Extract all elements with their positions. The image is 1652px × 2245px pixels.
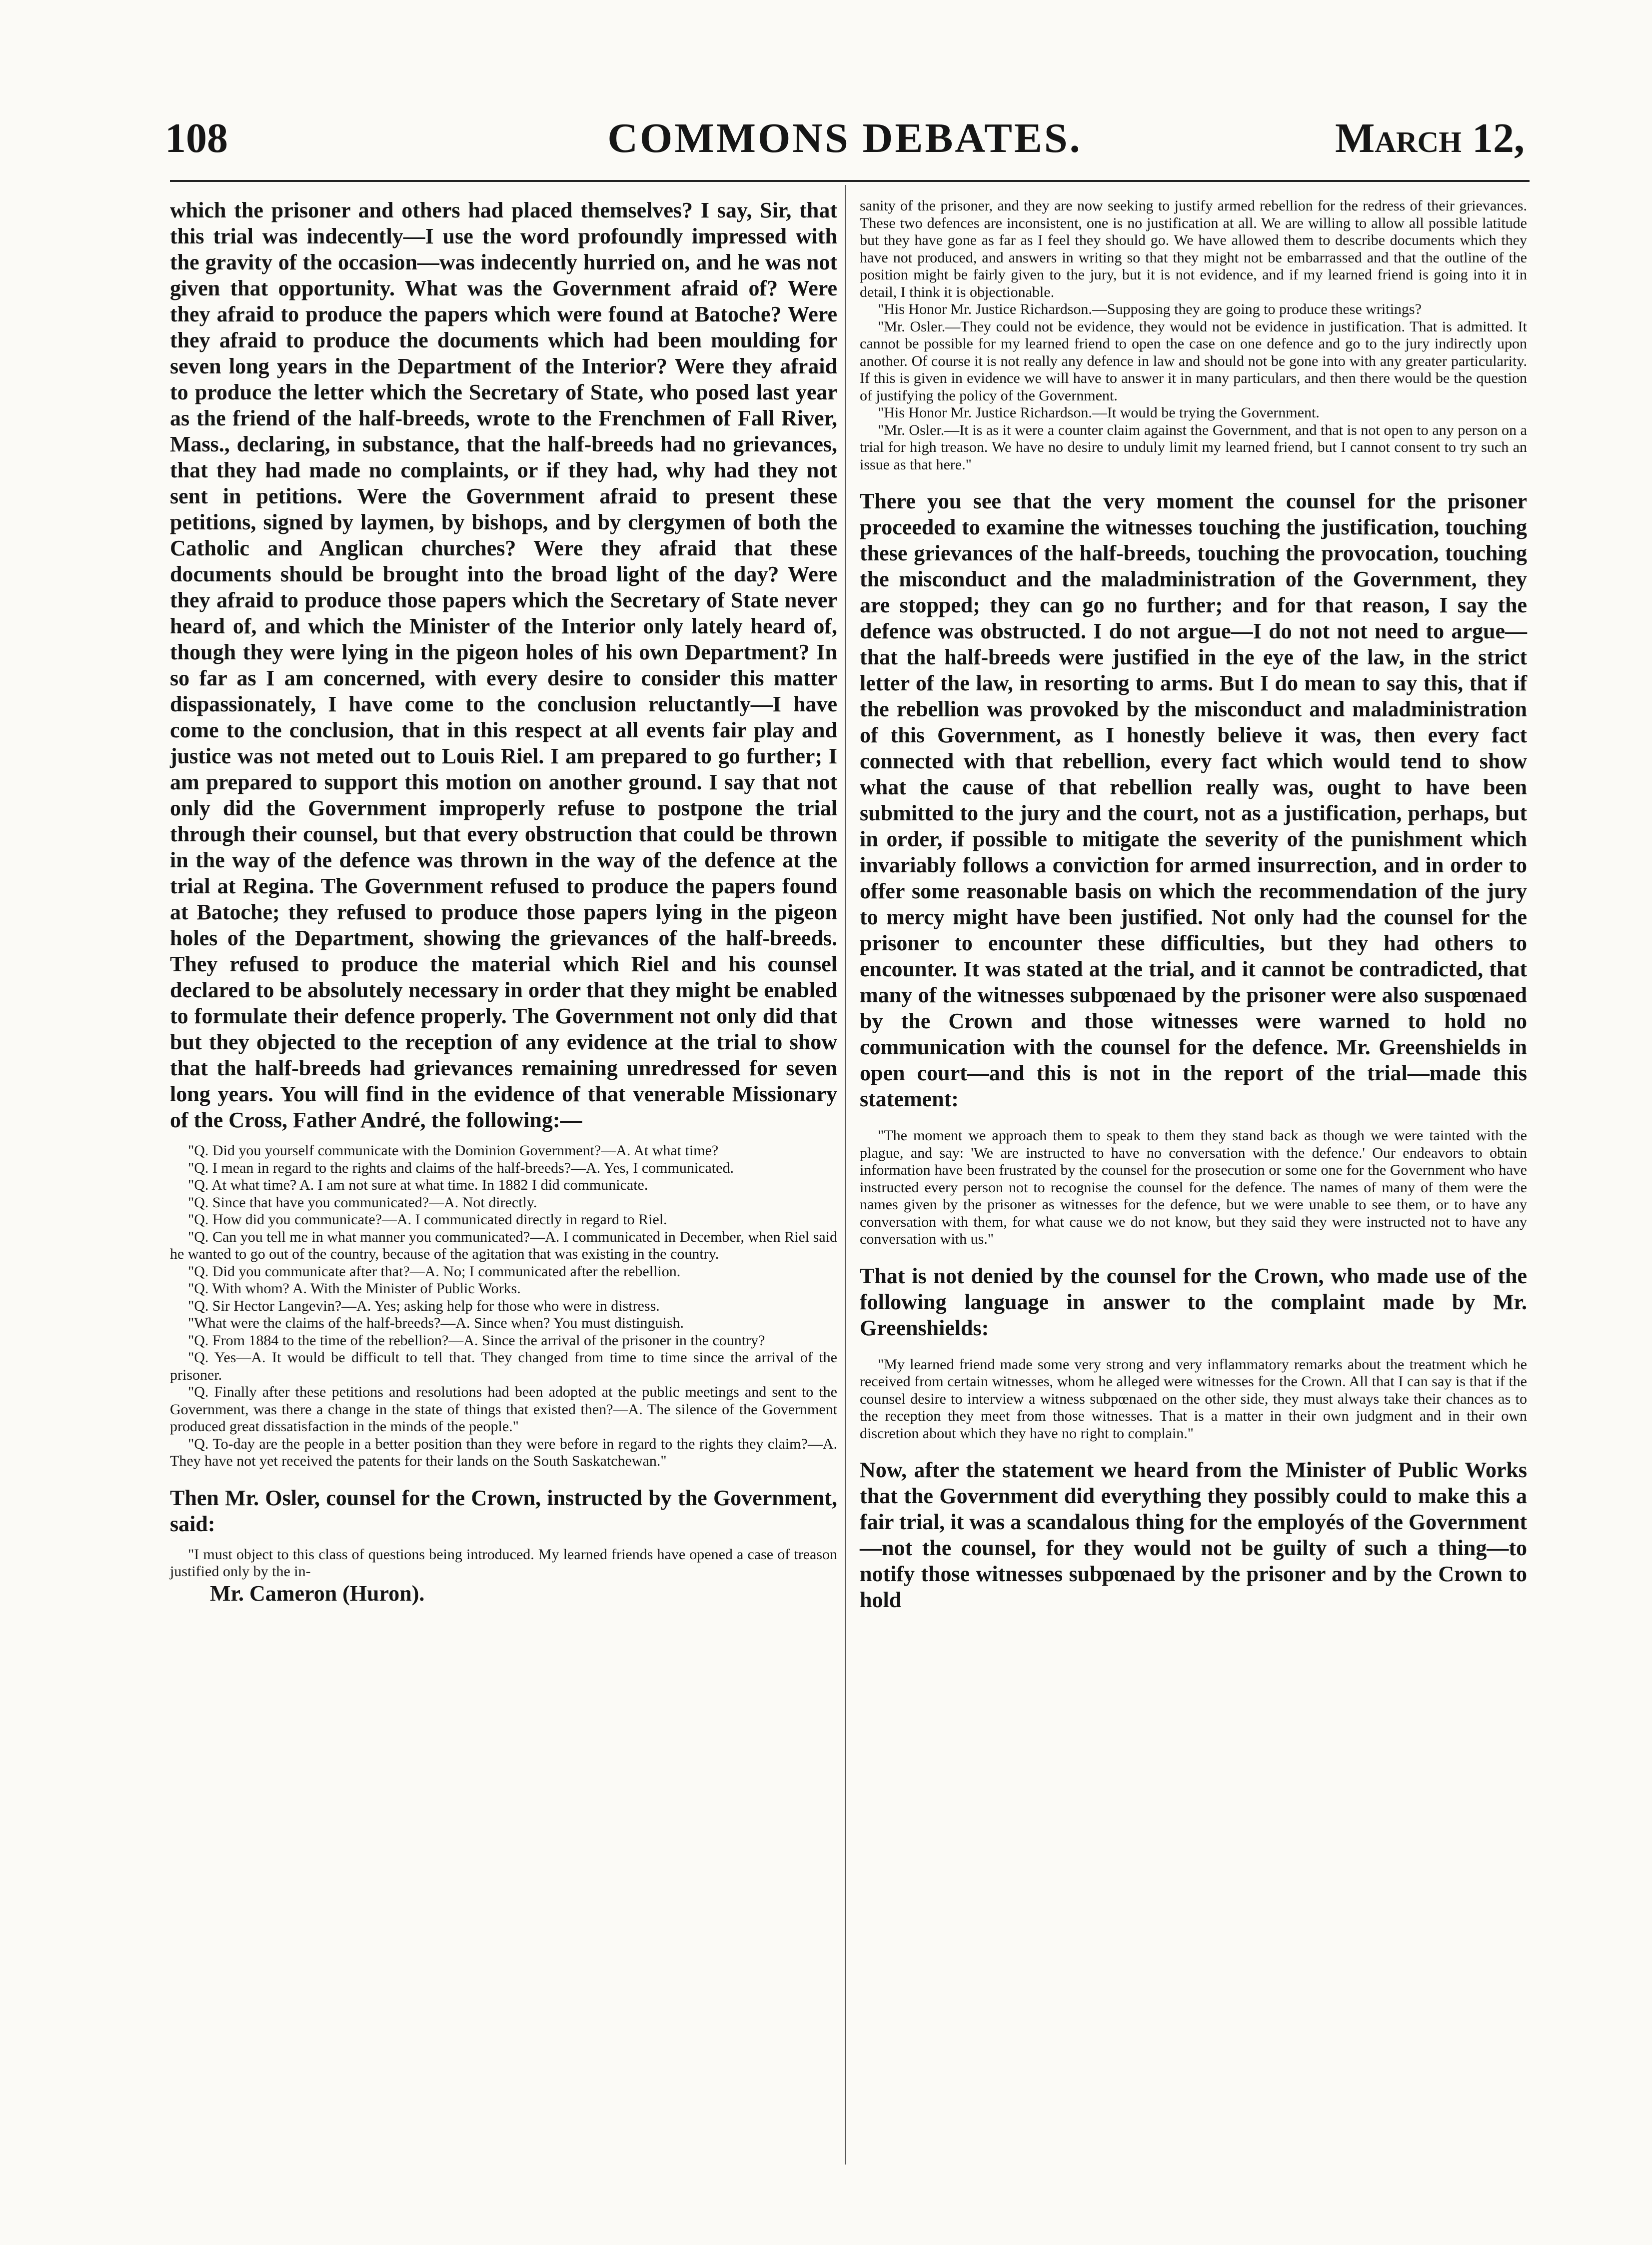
testimony-line: "Q. Sir Hector Langevin?—A. Yes; asking help for those who were in distress.: [188, 1297, 660, 1314]
court-exchange: "His Honor Mr. Justice Richardson.—Supposing they are going to produce these writings?: [878, 301, 1422, 317]
speech-paragraph: That is not denied by the counsel for the Crown, who made use of the following language in answer to the complaint made by Mr. Greenshields:: [860, 1263, 1527, 1340]
testimony-line: "Q. Finally after these petitions and resolutions had been adopted at the public meetings and sent to the Government, was there a change in the state of things that existed then?—A. The silence of the Government produced great dissatisfaction in the minds of the people.": [170, 1384, 837, 1435]
right-column: [860, 197, 1527, 1613]
testimony-line: "Q. Since that have you communicated?—A. Not directly.: [188, 1194, 537, 1211]
court-exchange: "His Honor Mr. Justice Richardson.—It would be trying the Government.: [878, 404, 1320, 421]
header-date: March 12,: [1335, 115, 1525, 161]
testimony-line: "Q. From 1884 to the time of the rebellion?—A. Since the arrival of the prisoner in the country?: [188, 1332, 765, 1349]
court-exchange: "Mr. Osler.—They could not be evidence, they would not be evidence in justification. That is admitted. It cannot be possible for my learned friend to open the case on one defence and go to the jury indirectly upon another. Of course it is not really any defence in law and should not be gone into with any greater particularity. If this is given in evidence we will have to answer it in many particulars, and then there would be the question of justifying the policy of the Government.: [860, 318, 1527, 404]
speech-paragraph: There you see that the very moment the counsel for the prisoner proceeded to examine the witnesses touching the justification, touching these grievances of the half-breeds, touching the provocation, touching the misconduct and the maladministration of the Government, they are stopped; they can go no further; and for that reason, I say the defence was obstructed. I do not argue—I do not not need to argue—that the half-breeds were justified in the eye of the law, in the strict letter of the law, in resorting to arms. But I do mean to say this, that if the rebellion was provoked by the misconduct and maladministration of this Government, as I honestly believe it was, then every fact connected with that rebellion, every fact which would tend to show what the cause of that rebellion really was, ought to have been submitted to the jury and the court, not as a justification, perhaps, but in order, if possible to mitigate the severity of the punishment which invariably follows a conviction for armed insurrection, and in order to offer some reasonable basis on which the recommendation of the jury to mercy might have been justified. Not only had the counsel for the prisoner to encounter these difficulties, but they had others to encounter. It was stated at the trial, and it cannot be contradicted, that many of the witnesses subpœnaed by the prisoner were also suspœnaed by the Crown and those witnesses were warned to hold no communication with the counsel for the defence. Mr. Greenshields in open court—and this is not in the report of the trial—made this statement:: [860, 489, 1527, 1111]
speech-paragraph: which the prisoner and others had placed themselves? I say, Sir, that this trial was indecently—I use the word profoundly impressed with the gravity of the occasion—was indecently hurried on, and he was not given that opportunity. What was the Government afraid of? Were they afraid to produce the papers which were found at Batoche? Were they afraid to produce the documents which had been moulding for seven long years in the Department of the Interior? Were they afraid to produce the letter which the Secretary of State, who posed last year as the friend of the half-breeds, wrote to the Frenchmen of Fall River, Mass., declaring, in substance, that the half-breeds had no grievances, that they had made no complaints, or if they had, why had they not sent in petitions. Were the Government afraid to present these petitions, signed by laymen, by bishops, and by clergymen of both the Catholic and Anglican churches? Were they afraid that these documents should be brought into the broad light of the day? Were they afraid to produce those papers which the Secretary of State never heard of, and which the Minister of the Interior only lately heard of, though they were lying in the pigeon holes of his own Department? In so far as I am concerned, with every desire to consider this matter dispassionately, I have come to the conclusion reluctantly—I have come to the conclusion, that in this respect at all events fair play and justice was not meted out to Louis Riel. I am prepared to go further; I am prepared to support this motion on another ground. I say that not only did the Government improperly refuse to postpone the trial through their counsel, but that every obstruction that could be thrown in the way of the defence was thrown in the way of the defence at the trial at Regina. The Government refused to produce the papers found at Batoche; they refused to produce those papers lying in the pigeon holes of the Department, showing the grievances of the half-breeds. They refused to produce the material which Riel and his counsel declared to be absolutely necessary in order that they might be enabled to formulate their defence properly. The Government not only did that but they objected to the reception of any evidence at the trial to show that the half-breeds had grievances remaining unredressed for seven long years. You will find in the evidence of that venerable Missionary of the Cross, Father André, the following:—: [170, 198, 837, 1132]
testimony-line: "Q. With whom? A. With the Minister of Public Works.: [188, 1280, 521, 1297]
testimony-line: "Q. I mean in regard to the rights and claims of the half-breeds?—A. Yes, I communicated.: [188, 1159, 734, 1176]
speech-paragraph: Now, after the statement we heard from the Minister of Public Works that the Government did everything they possibly could to make this a fair trial, it was a scandalous thing for the employés of the Government—not the counsel, for they would not be guilty of such a thing—to notify those witnesses subpœnaed by the prisoner and by the Crown to hold: [860, 1458, 1527, 1612]
testimony-line: "Q. Did you yourself communicate with the Dominion Government?—A. At what time?: [188, 1142, 719, 1159]
quoted-objection: "I must object to this class of questions being introduced. My learned friends have opened a case of treason justified only by the in-: [170, 1546, 837, 1580]
quoted-statement: "My learned friend made some very strong and very inflammatory remarks about the treatment which he received from certain witnesses, whom he alleged were witnesses for the Crown. All that I can say is that if the counsel desire to interview a witness subpœnaed on the other side, they must always take their chances as to the reception they meet from those witnesses. That is a matter in their own judgment and in their own discretion about which they have no right to complain.": [860, 1356, 1527, 1442]
speech-paragraph: Then Mr. Osler, counsel for the Crown, instructed by the Government, said:: [170, 1485, 837, 1536]
running-title: COMMONS DEBATES.: [607, 115, 1082, 161]
testimony-line: "Q. How did you communicate?—A. I communicated directly in regard to Riel.: [188, 1211, 667, 1228]
testimony-line: "Q. Yes—A. It would be difficult to tell that. They changed from time to time since the arrival of the prisoner.: [170, 1349, 837, 1383]
quoted-statement: "The moment we approach them to speak to them they stand back as though we were tainted with the plague, and say: 'We are instructed to have no conversation with the defence.' Our endeavors to obtain information have been frustrated by the counsel for the prosecution or some one for the Government who have instructed every person not to recognise the counsel for the defence. The names of many of them were the names given by the prisoner as witnesses for the defence, but we were unable to see them, or to have any conversation with them, for what cause we do not know, but they said they were instructed not to have any conversation with us.": [860, 1127, 1527, 1247]
header-rule: [170, 180, 1530, 182]
testimony-line: "Q. Did you communicate after that?—A. No; I communicated after the rebellion.: [188, 1263, 681, 1280]
court-exchange: "Mr. Osler.—It is as it were a counter claim against the Government, and that is not open to any person on a trial for high treason. We have no desire to unduly limit my learned friend, but I cannot consent to try such an issue as that here.": [860, 421, 1527, 473]
testimony-line: "What were the claims of the half-breeds?—A. Since when? You must distinguish.: [188, 1315, 684, 1331]
page-header: [165, 114, 1525, 159]
page-number: 108: [165, 115, 228, 161]
speaker-footer: Mr. Cameron (Huron).: [210, 1581, 425, 1606]
testimony-line: "Q. Can you tell me in what manner you communicated?—A. I communicated in December, when Riel said he wanted to go out of the country, because of the agitation that was existing in the country.: [170, 1228, 837, 1262]
testimony-line: "Q. At what time? A. I am not sure at what time. In 1882 I did communicate.: [188, 1177, 648, 1193]
column-divider: [845, 185, 846, 2165]
testimony-line: "Q. To-day are the people in a better position than they were before in regard to the rights they claim?—A. They have not yet received the patents for their lands on the South Saskatchewan.": [170, 1435, 837, 1469]
left-column: [170, 197, 837, 1607]
quoted-objection-continued: sanity of the prisoner, and they are now seeking to justify armed rebellion for the redress of their grievances. These two defences are inconsistent, one is no justification at all. We are willing to allow all possible latitude but they have gone as far as I feel they should go. We have allowed them to describe documents which they have not produced, and answers in writing so that they might not be embarrassed and that the outline of the position might be fairly given to the jury, but it is not evidence, and if my learned friend is going into it in detail, I think it is objectionable.: [860, 197, 1527, 300]
